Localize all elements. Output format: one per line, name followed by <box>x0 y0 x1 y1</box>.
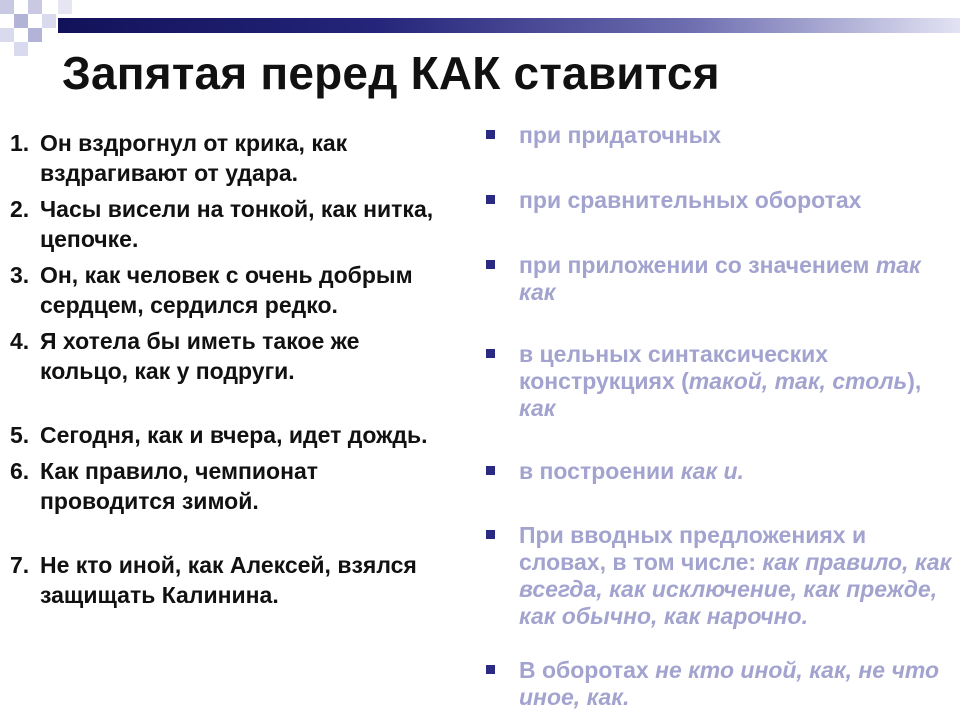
rule-item <box>486 522 956 630</box>
example-number: 4. <box>10 328 30 354</box>
example-item <box>10 456 450 516</box>
rule-text <box>519 122 956 149</box>
rule-text <box>519 657 956 711</box>
rule-plain: в цельных синтаксических конструкциях ( <box>519 341 829 394</box>
rule-italic: не кто иной, как, не что иное, как. <box>519 657 940 710</box>
rule-text <box>519 458 956 485</box>
example-text: Сегодня, как и вчера, идет дождь. <box>40 422 428 448</box>
bullet-square-icon <box>486 466 495 475</box>
rule-item <box>486 341 956 422</box>
example-text: Он, как человек с очень добрым сердцем, сердился редко. <box>40 262 413 318</box>
rule-item <box>486 122 956 149</box>
example-item <box>10 128 450 188</box>
rule-item <box>486 458 956 485</box>
example-text: Как правило, чемпионат проводится зимой. <box>40 458 319 514</box>
slide-title: Запятая перед КАК ставится <box>62 47 720 99</box>
rule-italic: как <box>519 395 556 421</box>
bullet-square-icon <box>486 130 495 139</box>
bullet-square-icon <box>486 530 495 539</box>
rule-text <box>519 522 956 630</box>
example-item <box>10 326 450 386</box>
examples-list <box>10 128 450 610</box>
example-text: Не кто иной, как Алексей, взялся защищать Калинина. <box>40 552 417 608</box>
bullet-square-icon <box>486 349 495 358</box>
rule-italic: так как <box>519 252 921 305</box>
example-number: 5. <box>10 422 30 448</box>
example-item <box>10 550 450 610</box>
rule-plain: при сравнительных оборотах <box>519 187 862 213</box>
example-item <box>10 260 450 320</box>
example-item <box>10 194 450 254</box>
rule-text <box>519 341 956 422</box>
rule-italic: как и. <box>680 458 744 484</box>
rule-plain: при приложении со значением <box>519 252 876 278</box>
example-text: Он вздрогнул от крика, как вздрагивают от удара. <box>40 130 348 186</box>
bullet-square-icon <box>486 665 495 674</box>
example-number: 2. <box>10 196 30 222</box>
rule-plain: В оборотах <box>519 657 656 683</box>
header-bar <box>58 18 960 33</box>
example-number: 6. <box>10 458 30 484</box>
example-number: 7. <box>10 552 30 578</box>
rule-text <box>519 187 956 214</box>
example-text: Я хотела бы иметь такое же кольцо, как у подруги. <box>40 328 360 384</box>
example-text: Часы висели на тонкой, как нитка, цепочке. <box>40 196 434 252</box>
bullet-square-icon <box>486 260 495 269</box>
rule-item <box>486 252 956 306</box>
rule-item <box>486 657 956 711</box>
example-item <box>10 420 450 450</box>
rule-plain: ), <box>907 368 922 394</box>
rule-plain: При вводных предложениях и словах, в том числе: <box>519 522 867 575</box>
bullet-square-icon <box>486 195 495 204</box>
rule-item <box>486 187 956 214</box>
rule-text <box>519 252 956 306</box>
rule-italic: как правило, как всегда, как исключение, как прежде, как обычно, как нарочно. <box>519 549 952 629</box>
rule-italic: такой, так, столь <box>688 368 908 394</box>
rule-plain: при придаточных <box>519 122 722 148</box>
example-number: 3. <box>10 262 30 288</box>
rule-plain: в построении <box>519 458 681 484</box>
example-number: 1. <box>10 130 30 156</box>
